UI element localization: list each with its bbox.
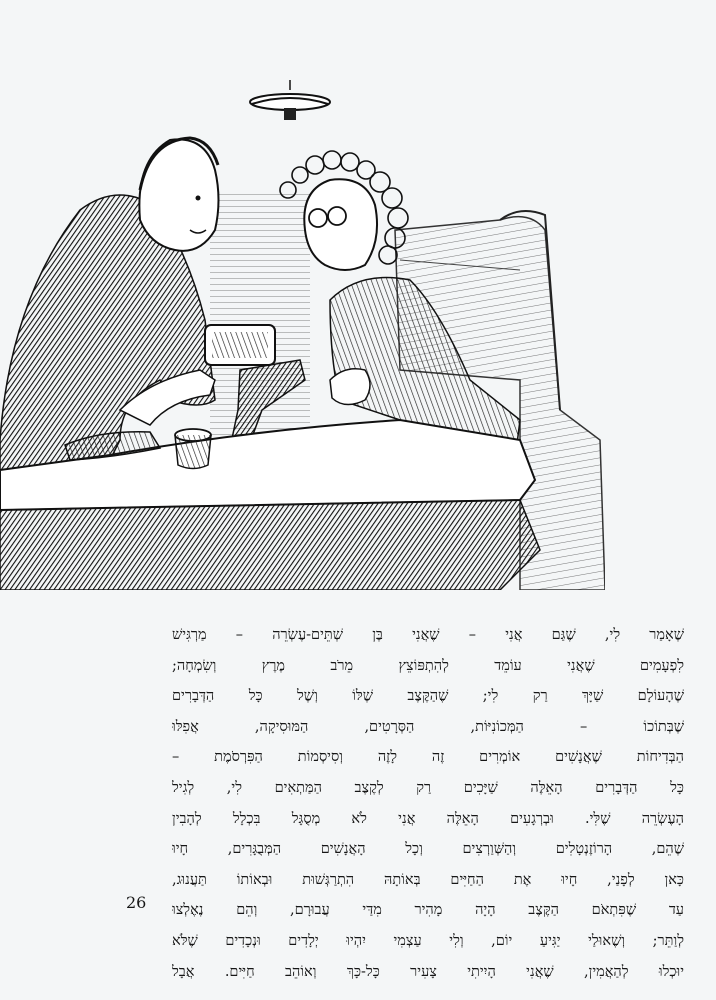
text-line: שֶׁהָעוֹלָם שַׁיָּךְ רַק לִי; שֶׁהַקֶּצֶב שֶׁלּוֹ וְשֶׁל כָּל הַדְּבָרִים [172, 688, 684, 705]
text-line: שֶׁבְּתוֹכוֹ – הַמְּכוֹנִיּוֹת, הַסְּרָטִים, הַמּוּסִיקָה, אֲפִלּוּ [172, 718, 684, 735]
left-figure [0, 138, 219, 475]
text-line: יוּכְלוּ לְהַאֲמִין, שֶׁאֲנִי הָיִיתִי צָעִיר כָּל-כָּךְ וְאוֹהֵב חַיִּים. אֲבָל [172, 963, 684, 980]
page-number: 26 [126, 893, 147, 912]
lamp [250, 80, 330, 120]
text-line: שֶׁאָמַר לִי, שֶׁגַּם אֲנִי – שֶׁאֲנִי בֶּן שְׁתֵּים-עֶשְׂרֵה – מַרְגִּישׁ [172, 627, 684, 643]
ink-illustration [0, 80, 605, 590]
text-line: לְוַתֵּר; וְשֶׁאוּלַי יַגִּיעַ יוֹם, וְלִי עַצְמִי יִהְיוּ יְלָדִים וּנְכָדִים שֶׁלֹּא [172, 932, 684, 949]
text-line: הַבְּדִיחוֹת שֶׁאֲנָשִׁים אוֹמְרִים זֶה לָזֶה וְסִיסְמוֹת הַפִּרְסֹמֶת – [172, 749, 684, 766]
text-line: שֶׁהֵם, הָרוֹזֶנְטָלִים וְהַשְּׁוַרְצִים וְכָל הָאֲנָשִׁים הַמְּבֻגָּרִים, חָיוּ [172, 841, 684, 858]
body-text [172, 620, 684, 987]
table [0, 420, 540, 590]
text-line: לִפְעָמִים שֶׁאֲנִי עוֹמֵד לְהִתְפּוֹצֵץ מֵרֹב מֶרֶץ וְשִׂמְחָה; [172, 657, 684, 674]
text-line: כָּאן לְפָנַי, חָיוּ אֶת הַחַיִּים בְּאוֹתָהּ הִתְרַגְּשׁוּת וּבְאוֹתוֹ תַּעֲנוּג, [172, 871, 684, 888]
text-line: כָּל הַדְּבָרִים הָאֵלֶּה שַׁיָּכִים רַק לְקֶצֶב הַמַּתְאִים לִי, לְגִיל [172, 779, 684, 796]
text-line: עַד שֶׁפִּתְאֹם הַקֶּצֶב הָיָה מָהִיר מִדַּי עֲבוּרָם, וְהֵם נֶאֶלְצוּ [172, 902, 684, 919]
text-line: הָעֶשְׂרֵה שֶׁלִּי. וּבְרְגָעִים הָאֵלֶּה אֲנִי לֹא מְסֻגָּל בִּכְלָל לְהָבִין [172, 810, 684, 827]
